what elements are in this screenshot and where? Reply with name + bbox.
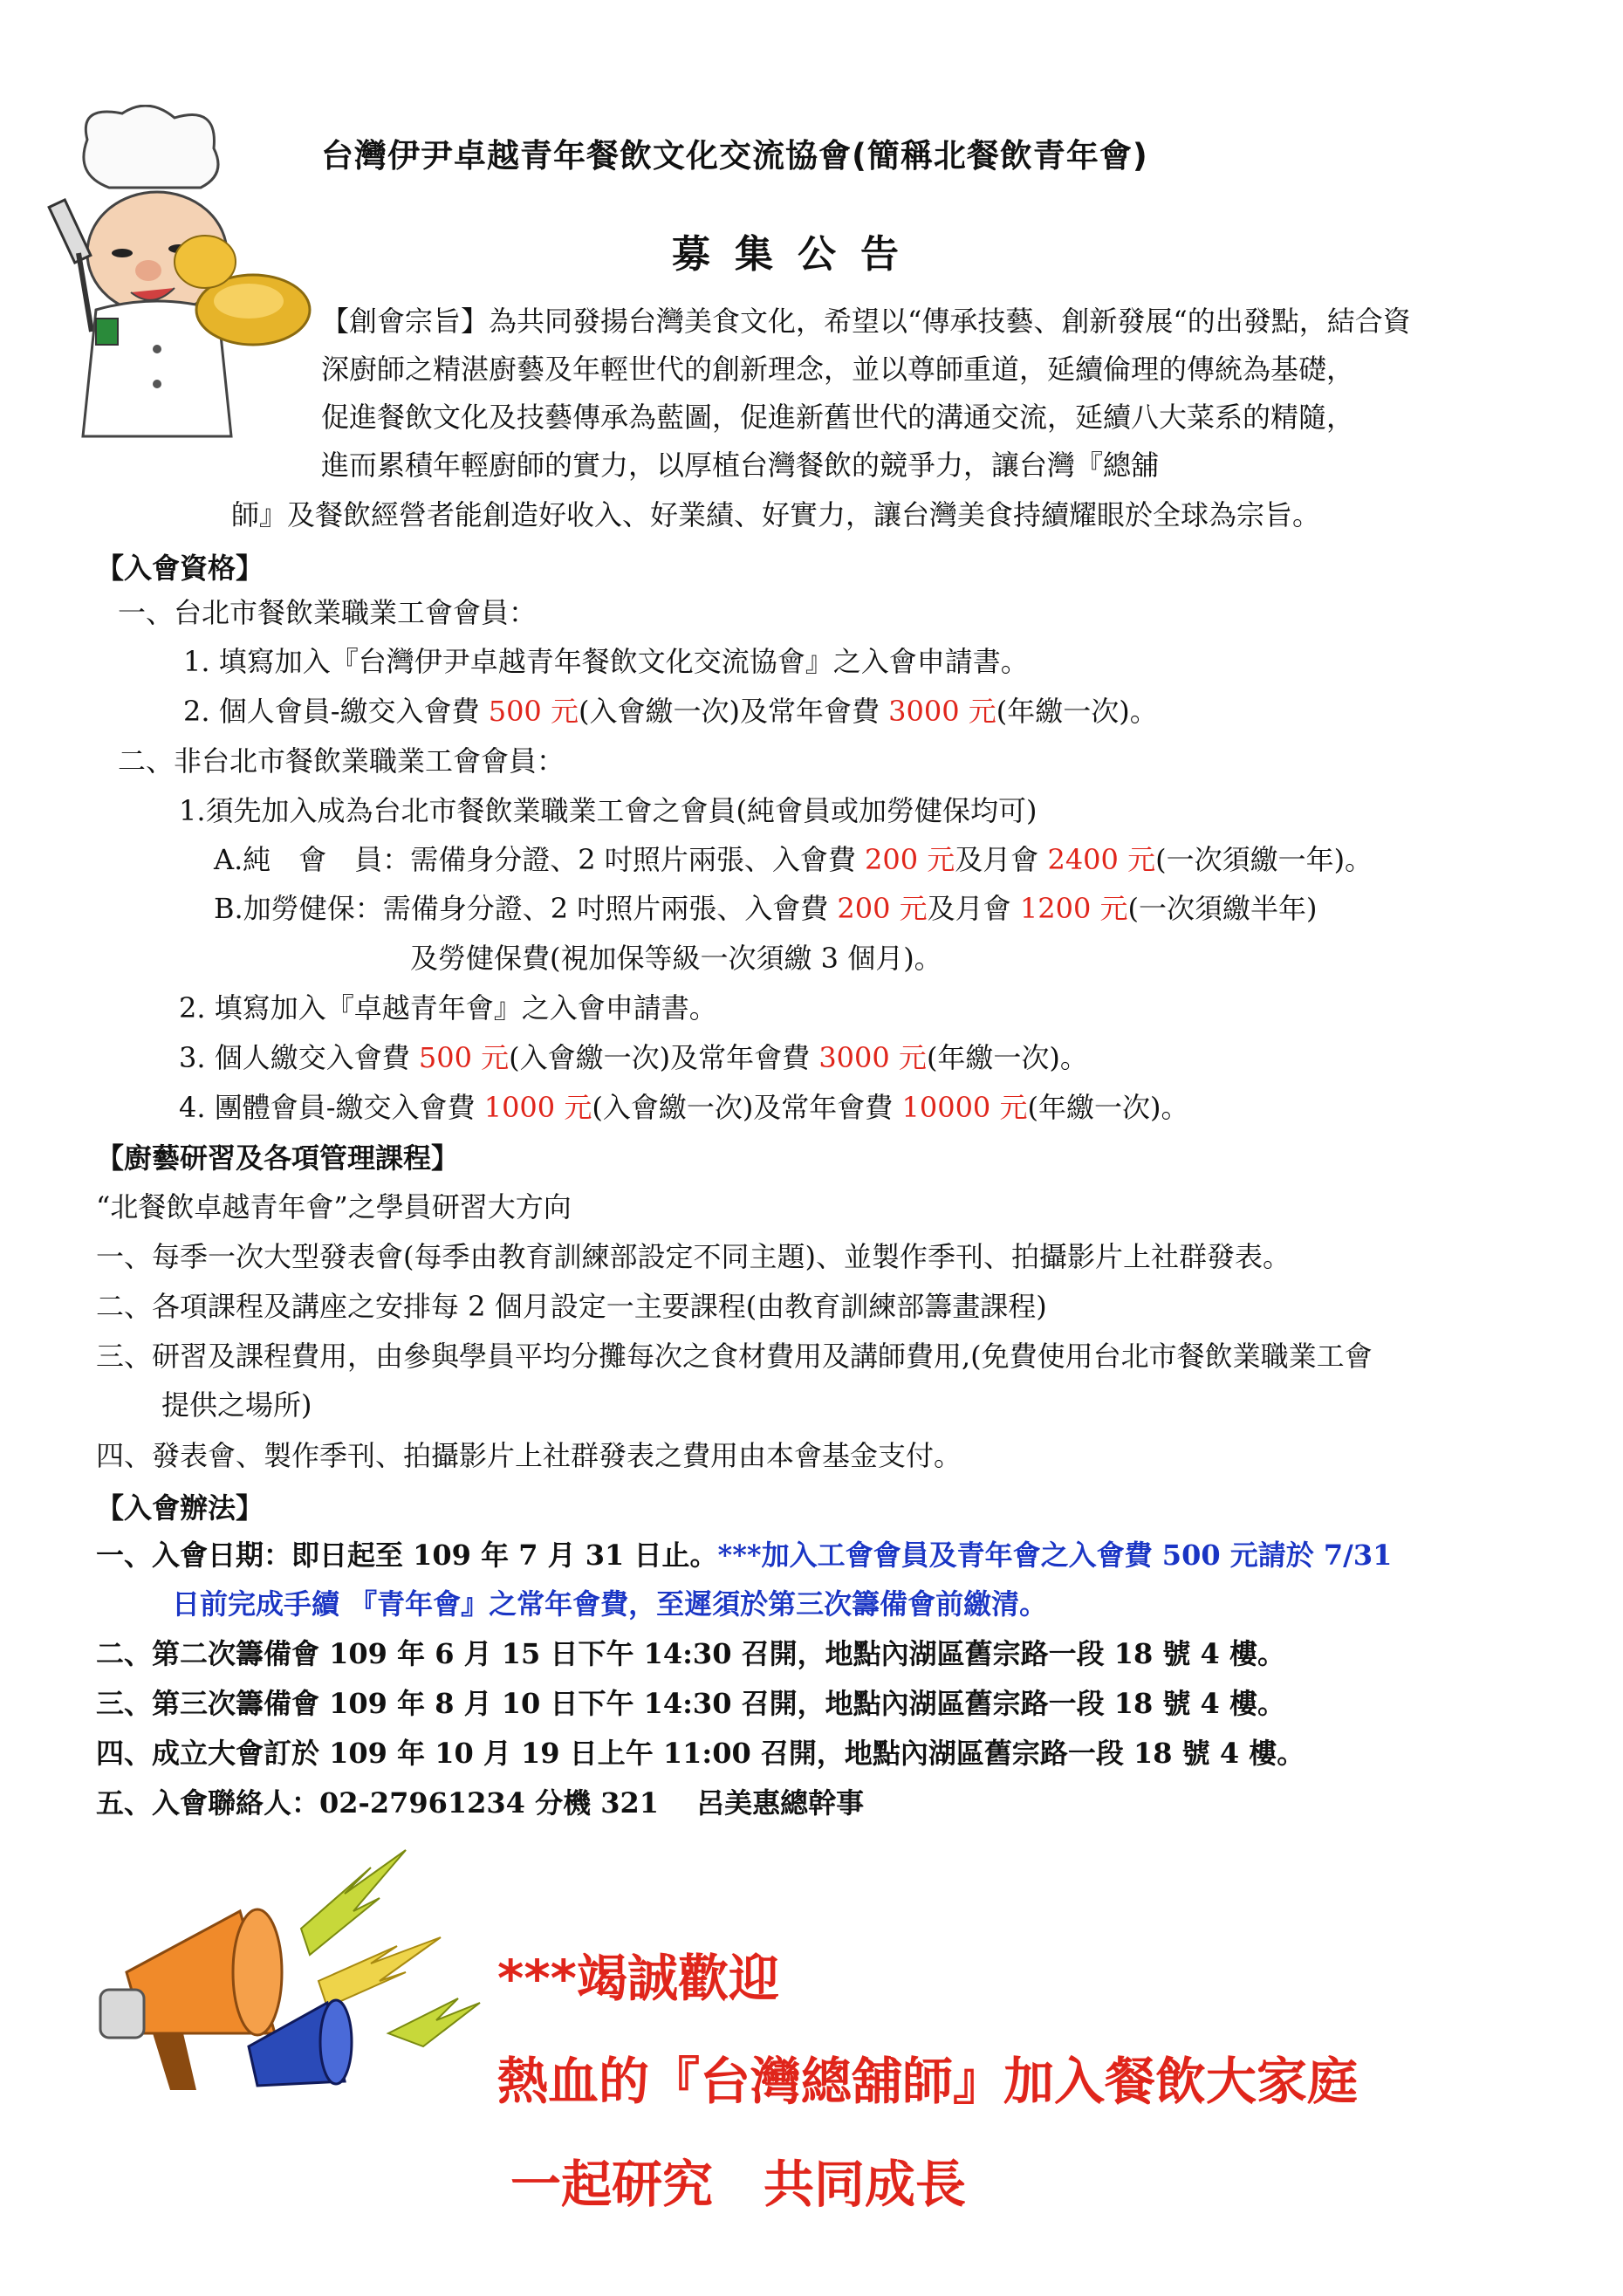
- fee-amount: 500 元: [488, 695, 579, 728]
- procedure-item-2: 二、第二次籌備會 109 年 6 月 15 日下午 14:30 召開，地點內湖區舊宗路一段 18 號 4 樓。: [96, 1637, 1285, 1670]
- procedure-heading: 【入會辦法】: [96, 1491, 264, 1525]
- courses-item-3-cont: 提供之場所): [161, 1388, 312, 1422]
- welcome-line-2: 熱血的『台灣總舖師』加入餐飲大家庭: [497, 2052, 1359, 2111]
- membership-sec2-title: 二、非台北市餐飲業職業工會會員：: [118, 744, 565, 778]
- membership-sec2-itemB: B.加勞健保：需備身分證、2 吋照片兩張、入會費 200 元及月會 1200 元(一次須繳半年): [214, 892, 1318, 925]
- procedure-item-4: 四、成立大會訂於 109 年 10 月 19 日上午 11:00 召開，地點內湖區舊宗路一段 18 號 4 樓。: [96, 1737, 1305, 1770]
- mission-line-5: 師』及餐飲經營者能創造好收入、好業績、好實力，讓台灣美食持續耀眼於全球為宗旨。: [231, 498, 1321, 531]
- membership-sec2-item1: 1.須先加入成為台北市餐飲業職業工會之會員(純會員或加勞健保均可): [179, 794, 1037, 827]
- mission-line-3: 促進餐飲文化及技藝傳承為藍圖，促進新舊世代的溝通交流，延續八大菜系的精隨，: [321, 401, 1355, 434]
- welcome-line-3: 一起研究 共同成長: [510, 2155, 967, 2214]
- procedure-item-1-notice: ***加入工會會員及青年會之入會費 500 元請於 7/31: [717, 1539, 1393, 1572]
- megaphone-illustration: [92, 1841, 484, 2094]
- fee-amount: 2400 元: [1047, 843, 1156, 876]
- mission-line-1: 【創會宗旨】為共同發揚台灣美食文化，希望以“傳承技藝、創新發展“的出發點，結合資: [321, 305, 1411, 338]
- mission-line-4: 進而累積年輕廚師的實力，以厚植台灣餐飲的競爭力，讓台灣『總舖: [321, 449, 1160, 482]
- fee-amount: 3000 元: [818, 1041, 927, 1074]
- fee-amount: 3000 元: [888, 695, 996, 728]
- procedure-item-1-notice-cont: 日前完成手續 『青年會』之常年會費，至遲須於第三次籌備會前繳清。: [172, 1587, 1048, 1621]
- fee-amount: 200 元: [865, 843, 955, 876]
- procedure-item-3: 三、第三次籌備會 109 年 8 月 10 日下午 14:30 召開，地點內湖區舊宗路一段 18 號 4 樓。: [96, 1687, 1285, 1720]
- membership-sec1-item1: 1. 填寫加入『台灣伊尹卓越青年餐飲文化交流協會』之入會申請書。: [183, 645, 1029, 678]
- fee-amount: 500 元: [418, 1041, 510, 1074]
- membership-sec1-title: 一、台北市餐飲業職業工會會員：: [118, 596, 538, 629]
- courses-item-3: 三、研習及課程費用，由參與學員平均分攤每次之食材費用及講師費用,(免費使用台北市餐飲業職業工會: [96, 1340, 1373, 1373]
- fee-amount: 200 元: [837, 892, 928, 925]
- courses-item-2: 二、各項課程及講座之安排每 2 個月設定一主要課程(由教育訓練部籌畫課程): [96, 1290, 1047, 1323]
- membership-sec1-item2: 2. 個人會員-繳交入會費 500 元(入會繳一次)及常年會費 3000 元(年繳一次)。: [183, 695, 1158, 728]
- courses-heading: 【廚藝研習及各項管理課程】: [96, 1141, 460, 1175]
- courses-item-4: 四、發表會、製作季刊、拍攝影片上社群發表之費用由本會基金支付。: [96, 1439, 962, 1472]
- membership-sec2-item2: 2. 填寫加入『卓越青年會』之入會申請書。: [179, 991, 717, 1025]
- membership-sec2-item4: 4. 團體會員-繳交入會費 1000 元(入會繳一次)及常年會費 10000 元(年繳一次)。: [179, 1091, 1189, 1124]
- membership-sec2-item3: 3. 個人繳交入會費 500 元(入會繳一次)及常年會費 3000 元(年繳一次)。: [179, 1041, 1088, 1074]
- fee-amount: 1000 元: [483, 1091, 592, 1124]
- courses-intro: “北餐飲卓越青年會”之學員研習大方向: [96, 1190, 572, 1223]
- membership-sec2-itemA: A.純 會 員：需備身分證、2 吋照片兩張、入會費 200 元及月會 2400 元(一次須繳一年)。: [214, 843, 1373, 876]
- membership-sec2-itemB-cont: 及勞健保費(視加保等級一次須繳 3 個月)。: [410, 942, 942, 975]
- mission-line-2: 深廚師之精湛廚藝及年輕世代的創新理念，並以尊師重道，延續倫理的傳統為基礎，: [321, 353, 1355, 386]
- welcome-line-1: ***竭誠歡迎: [497, 1949, 779, 2008]
- procedure-item-5: 五、入會聯絡人：02-27961234 分機 321 呂美惠總幹事: [96, 1786, 865, 1820]
- page-title: 台灣伊尹卓越青年餐飲文化交流協會(簡稱北餐飲青年會): [321, 137, 1148, 175]
- fee-amount: 10000 元: [901, 1091, 1028, 1124]
- procedure-item-1: 一、入會日期：即日起至 109 年 7 月 31 日止。***加入工會會員及青年會之入會費 500 元請於 7/31: [96, 1539, 1393, 1572]
- chef-mascot-illustration: [26, 105, 314, 454]
- fee-amount: 1200 元: [1019, 892, 1128, 925]
- courses-item-1: 一、每季一次大型發表會(每季由教育訓練部設定不同主題)、並製作季刊、拍攝影片上社群發表。: [96, 1240, 1291, 1273]
- membership-heading: 【入會資格】: [96, 552, 264, 585]
- page-subtitle: 募集公告: [672, 232, 923, 277]
